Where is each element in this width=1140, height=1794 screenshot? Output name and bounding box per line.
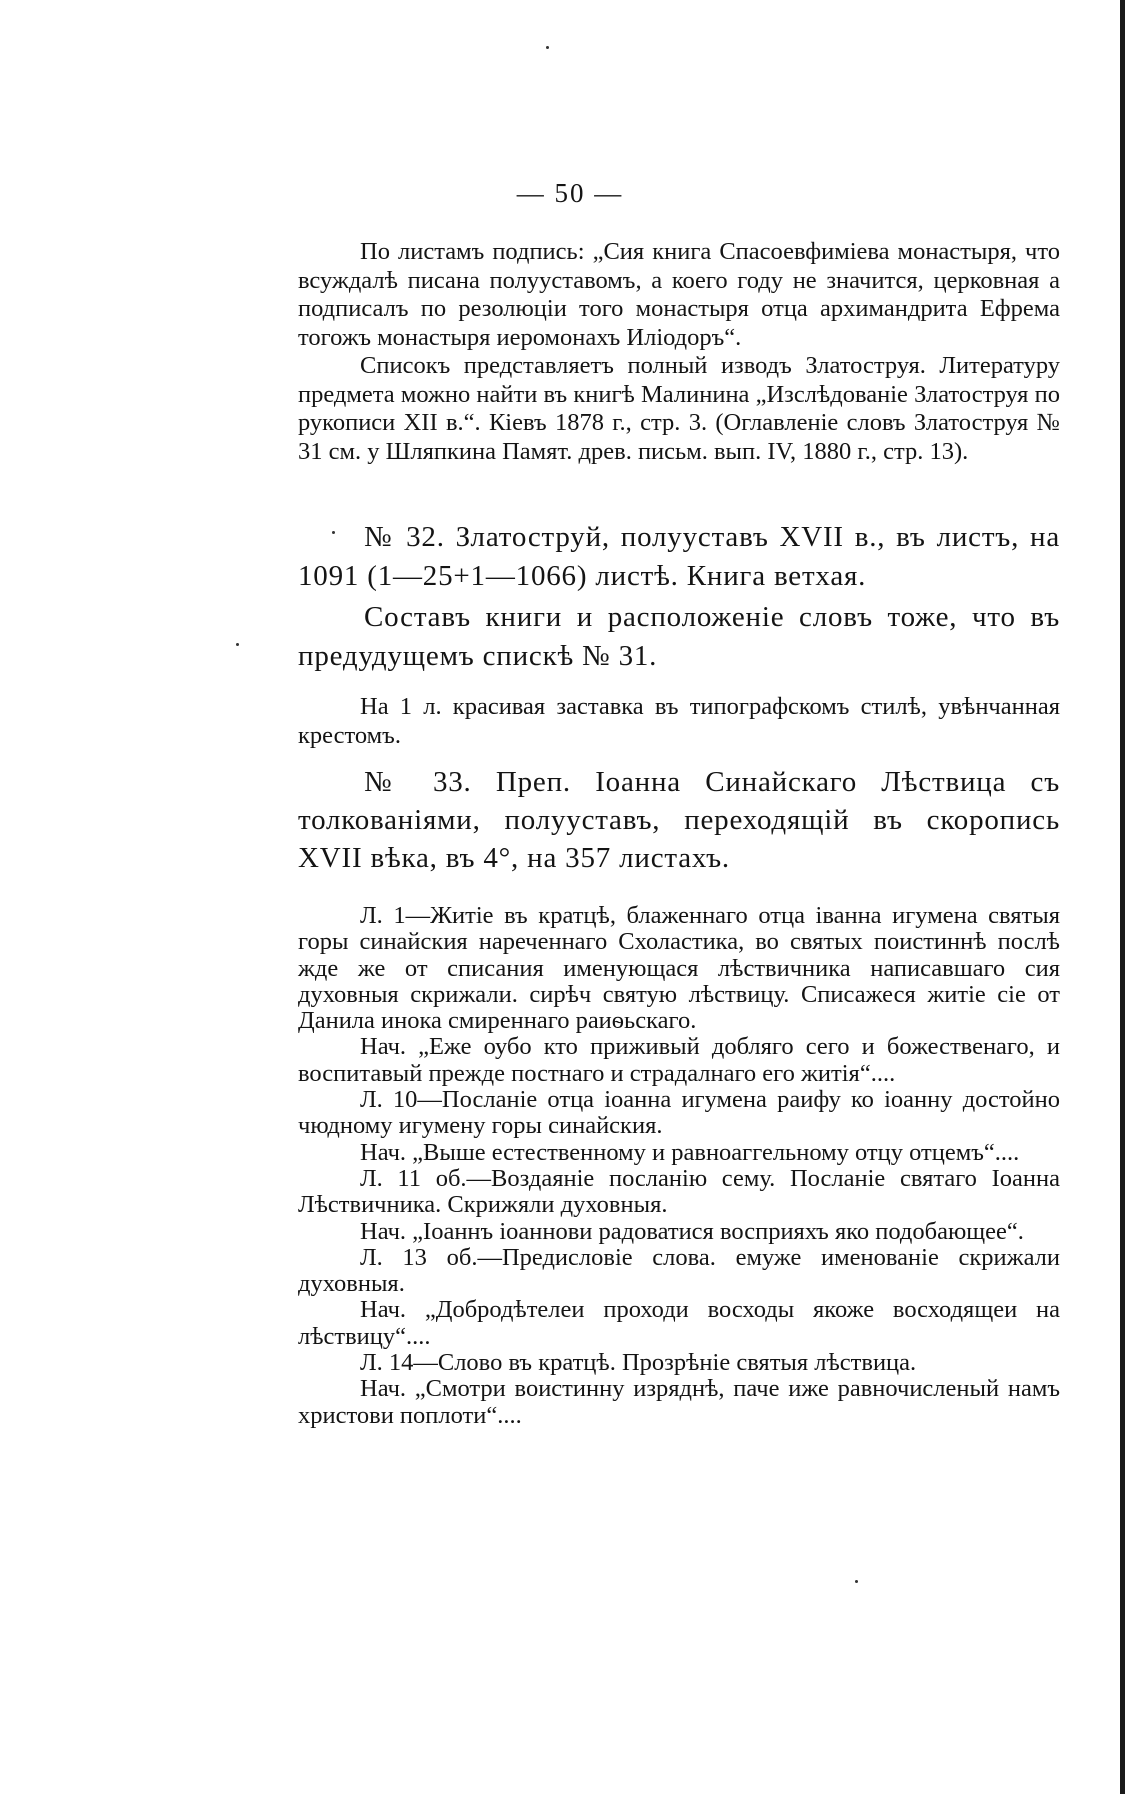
contents-item: Л. 1—Житіе въ кратцѣ, блаженнаго отца іванна игумена святыя горы синайския нареченнаго Схоластика, во святых поистиннѣ послѣ жде же от списания именующася лѣствичника написавшаго сия духовныя скрижали. сирѣч святую лѣствицу. Списажеся житіе сіе от Данила инока смиреннаго раиѳьскаго. [298,902,1060,1035]
scan-speck [855,1580,858,1583]
signature-paragraph: По листамъ подпись: „Сия книга Спасоевфиміева монастыря, что всуждалѣ писана полууставомъ, а коего году не значится, церковная а подписалъ по резолюціи того монастыря отца архимандрита Ефрема тогожъ монастыря иеромонахъ Иліодоръ“. [298,238,1060,351]
entry-32-composition: Составъ книги и расположеніе словъ тоже, что въ предудущемъ спискѣ № 31. [298,601,1060,672]
contents-item: Нач. „Смотри воистинну изряднѣ, паче иже равночисленый намъ христови поплоти“.... [298,1375,1060,1429]
page-edge-shadow [1120,0,1125,1794]
intro-section [298,238,1060,466]
contents-item: Л. 13 об.—Предисловіе слова. емуже именованіе скрижали духовныя. [298,1243,1060,1298]
scan-speck [236,643,239,646]
entry-32-note-section [298,693,1060,750]
contents-item: Нач. „Добродѣтелеи проходи восходы якоже восходящеи на лѣствицу“.... [298,1296,1060,1350]
literature-paragraph: Списокъ представляетъ полный изводъ Златоструя. Литературу предмета можно найти въ книгѣ Малинина „Изслѣдованіе Златоструя по рукописи XII в.“. Кіевъ 1878 г., стр. 3. (Оглавленіе словъ Златоструя № 31 см. у Шляпкина Памят. древ. письм. вып. IV, 1880 г., стр. 13). [298,352,1060,465]
contents-item: Л. 11 об.—Воздаяніе посланію сему. Посланіе святаго Іоанна Лѣствичника. Скрижяли духовныя. [298,1164,1060,1219]
contents-item: Нач. „Выше естественному и равноаггельному отцу отцемъ“.... [360,1138,1020,1166]
contents-item: Л. 10—Посланіе отца іоанна игумена раифу ко іоанну достойно чюдному игумену горы синайския. [298,1086,1060,1140]
scan-speck [546,46,549,49]
entry-32-note: На 1 л. красивая заставка въ типографскомъ стилѣ, увѣнчанная крестомъ. [298,693,1060,749]
entry-32-heading: № 32. Златоструй, полууставъ XVII в., въ листъ, на 1091 (1—25+1—1066) листѣ. Книга ветхая. [298,521,1060,592]
entry-32 [298,518,1060,676]
page-number: — 50 — [516,178,624,208]
contents-item: Нач. „Іоаннъ іоаннови радоватися восприяхъ яко подобающее“. [360,1217,1024,1245]
entry-33 [298,763,1060,877]
contents-item: Л. 14—Слово въ кратцѣ. Прозрѣніе святыя лѣствица. [360,1349,917,1377]
entry-33-heading: № 33. Преп. Іоанна Синайскаго Лѣствица съ толкованіями, полууставъ, переходящій въ скоропись XVII вѣка, въ 4°, на 357 листахъ. [298,766,1060,874]
entry-33-contents [298,903,1060,1429]
contents-item: Нач. „Еже оубо кто приживый добляго сего и божественаго, и воспитавый прежде постнаго и страдалнаго его житія“.... [298,1033,1060,1087]
